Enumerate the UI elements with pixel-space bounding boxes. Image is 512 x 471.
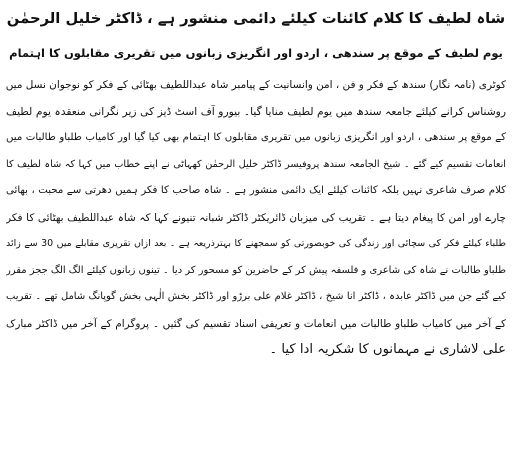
body-line: روشناس کرانے کیلئے جامعہ سندھ میں یوم لطیف منایا گیا۔ بیورو آف اسٹ ڈیز کی زیر نگرانی منعقدہ یوم لطیف (6, 104, 506, 118)
body-line: چارے اور امن کا پیغام دیتا ہے ۔ تقریب کی میزبان ڈائریکٹر ڈاکٹر شبانہ تنیونے کہا کہ شاہ عبداللطیف بھٹائی کا فکر (6, 211, 506, 224)
article-headline: شاہ لطیف کا کلام کائنات کیلئے دائمی منشور ہے ، ڈاکٹر خلیل الرحمٰن (6, 10, 506, 27)
body-line: کیے گئے جن میں ڈاکٹر عابدہ ، ڈاکٹر انا شیخ ، ڈاکٹر غلام علی برڑو اور ڈاکٹر بخش الٰہی بخش گوپانگ شامل تھے ۔ تقریب (6, 291, 506, 302)
article-body (6, 72, 506, 364)
article-subheadline: یوم لطیف کے موقع پر سندھی ، اردو اور انگریزی زبانوں میں تقریری مقابلوں کا اہتمام (9, 46, 503, 60)
body-line: کے آخر میں کامیاب طلباو طالبات میں انعامات و تعریفی اسناد تقسیم کی گئیں ۔ پروگرام کے آخر میں ڈاکٹر مبارک (6, 317, 506, 330)
body-line: طلباء کیلئے فکر کی سچائی اور زندگی کی خوبصورتی کو سمجھنے کا بہترذریعہ ہے ۔ بعد ازاں تقریری مقابلے میں 30 سے زائد (6, 238, 506, 249)
body-line-last: علی لاشاری نے مہمانوں کا شکریہ ادا کیا ۔ (269, 342, 506, 357)
body-line: کوٹری (نامہ نگار) سندھ کے فکر و فن ، امن وانسانیت کے پیامبر شاہ عبداللطیف بھٹائی کے فکر کو نوجوان نسل میں (6, 79, 506, 91)
body-line: انعامات تقسیم کیے گئے ۔ شیخ الجامعہ سندھ پروفیسر ڈاکٹر خلیل الرحمٰن کھہاٹی نے اپنے خطاب میں کہا کہ شاہ لطیف کا (6, 158, 506, 170)
body-line: طلباو طالبات نے شاہ کی شاعری و فلسفہ پیش کر کے حاضرین کو مسحور کر دیا ۔ تینوں زبانوں کیلئے الگ الگ ججز مقرر (6, 264, 506, 276)
body-line: کے موقع پر سندھی ، اردو اور انگریزی زبانوں میں تقریری مقابلوں کا اہتمام بھی کیا گیا اور کامیاب طلباو طالبات میں (6, 132, 506, 143)
body-line: کلام صرف شاعری نہیں بلکہ کائنات کیلئے ایک دائمی منشور ہے ۔ شاہ صاحب کا فکر ہمیں دھرتی سے محبت ، بھائی (6, 185, 506, 196)
